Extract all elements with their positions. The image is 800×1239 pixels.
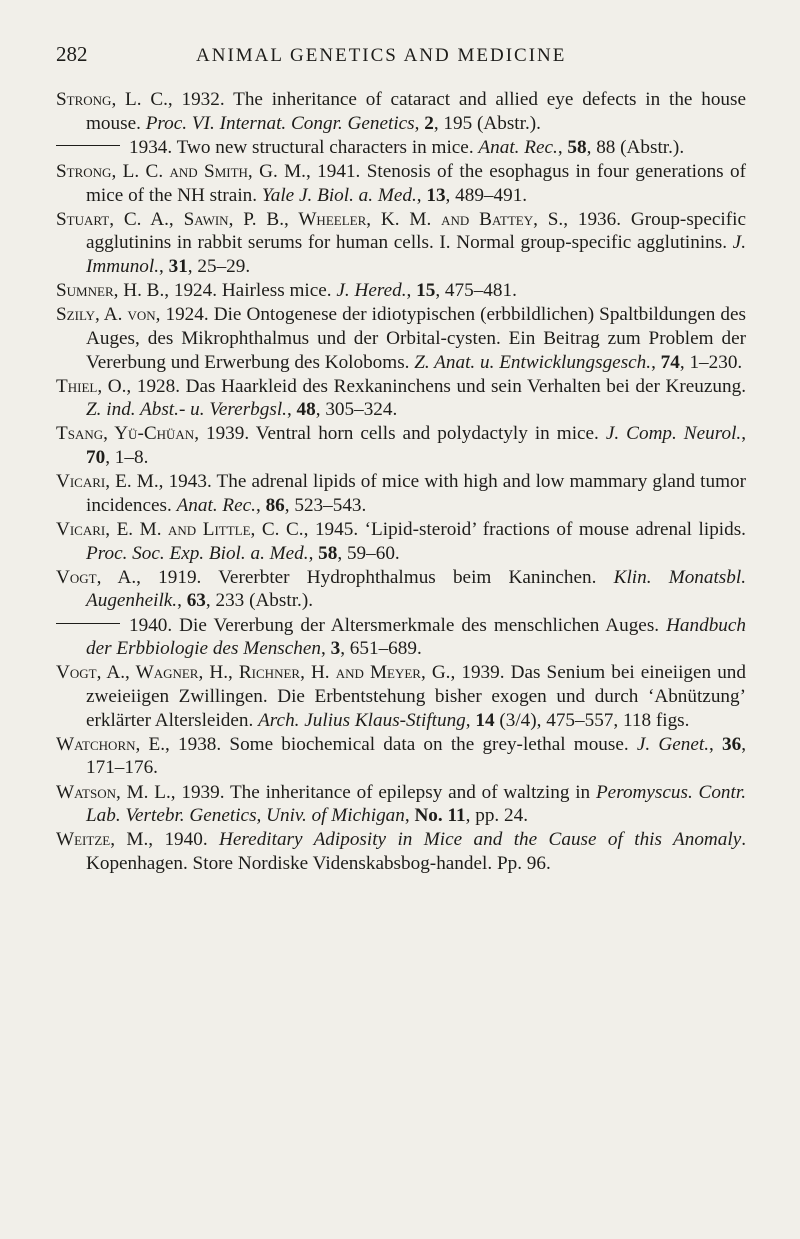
book-page [56, 42, 746, 876]
entry-journal: Anat. Rec. [478, 136, 558, 158]
entry-text: , 1943. The adrenal lipids of mice with high and low mammary gland tumor incidences. [86, 471, 746, 516]
entry-text: , 1928. Das Haarkleid des Rexkaninchens und sein Verhalten bei der Kreuzung. [126, 375, 746, 397]
entry-author: Vicari, E. M. and Little, C. C. [56, 519, 304, 541]
same-author-dash [56, 623, 120, 624]
entry-author: Strong, L. C. [56, 89, 168, 110]
bibliography-entry [56, 160, 746, 207]
entry-journal: J. Hered. [336, 280, 407, 302]
entry-pages: , 25–29. [187, 255, 251, 277]
entry-volume: 58 [567, 136, 587, 158]
entry-journal: Yale J. Biol. a. Med. [261, 184, 417, 206]
entry-journal: Proc. Soc. Exp. Biol. a. Med. [86, 542, 309, 564]
entry-pages: , 475–481. [435, 280, 517, 302]
entry-pages: , 59–60. [337, 542, 400, 564]
entry-text: , 1924. Hairless mice. [164, 280, 337, 302]
entry-volume: 36 [722, 733, 742, 755]
bibliography-entry [56, 422, 746, 469]
bibliography-entry [56, 566, 746, 613]
bibliography-entry [56, 470, 746, 517]
bibliography-entry [56, 279, 746, 303]
bibliography-entry [56, 781, 746, 828]
entry-author: Watchorn, E. [56, 733, 166, 755]
entry-pages: , 233 (Abstr.). [205, 590, 314, 612]
entry-pages: Kopenhagen. Store Nordiske Videnskabsbog-handel. Pp. 96. [86, 852, 551, 874]
entry-separator: , [557, 136, 568, 158]
page-header [56, 42, 746, 76]
entry-pages: , 651–689. [340, 638, 422, 660]
entry-pages: , 523–543. [284, 494, 367, 516]
entry-journal: Proc. VI. Internat. Congr. Genetics [145, 112, 415, 134]
entry-journal: J. Immunol. [86, 232, 746, 277]
entry-author: Thiel, O. [56, 375, 127, 397]
entry-text: , 1924. Die Ontogenese der idiotypischen (erbbildlichen) Spaltbildungen des Auges, des Mikrophthalmus und der Orbital-cysten. Ein Beitrag zum Problem der Vererbung und Erwerbung des Koloboms. [86, 304, 746, 373]
entry-journal: Klin. Monatsbl. Augenheilk. [86, 566, 746, 612]
entry-text: 1934. Two new structural characters in mice. [129, 136, 479, 158]
entry-separator: , [465, 709, 476, 731]
entry-text: , 1941. Stenosis of the esophagus in four generations of mice of the NH strain. [86, 160, 746, 206]
entry-separator: , [741, 423, 746, 445]
bibliography-entry [56, 614, 746, 661]
entry-separator: , [406, 280, 417, 302]
entry-text: , 1939. Ventral horn cells and polydactyly in mice. [194, 423, 606, 445]
entry-text: , 1940. [148, 829, 220, 851]
entry-text: 1940. Die Vererbung der Altersmerkmale des menschlichen Auges. [129, 614, 667, 636]
entry-text: , 1938. Some biochemical data on the grey-lethal mouse. [165, 733, 637, 755]
entry-journal: Z. ind. Abst.- u. Vererbgsl. [86, 399, 287, 421]
entry-journal: Anat. Rec. [176, 494, 256, 516]
entry-volume: 74 [660, 351, 680, 373]
entry-text: , 1945. ‘Lipid-steroid’ fractions of mouse adrenal lipids. [303, 519, 746, 541]
entry-author: Weitze, M. [56, 829, 149, 851]
entry-volume: 48 [296, 399, 316, 421]
entry-pages: , 489–491. [445, 184, 528, 206]
entry-journal: Arch. Julius Klaus-Stiftung [258, 709, 466, 731]
entry-author: Vogt, A., Wagner, H., Richner, H. and Meyer, G. [56, 662, 451, 684]
entry-journal: Z. Anat. u. Entwicklungsgesch. [414, 351, 652, 373]
entry-volume: 58 [318, 542, 338, 564]
entry-journal: J. Genet. [636, 733, 710, 755]
entry-pages: , 195 (Abstr.). [433, 112, 541, 134]
bibliography-entry [56, 828, 746, 875]
bibliography-entry [56, 661, 746, 732]
entry-journal: Peromyscus. Contr. Lab. Vertebr. Genetics, Univ. of Michigan [86, 781, 746, 827]
bibliography-entry [56, 136, 746, 160]
bibliography-entry [56, 518, 746, 565]
entry-text: , 1939. Das Senium bei eineiigen und zweieiigen Zwillingen. Die Erbentstehung bisher exogen und durch ‘Abnützung’ erklärter Altersleiden. [86, 662, 746, 731]
entry-volume: 70 [86, 447, 106, 469]
same-author-dash [56, 145, 120, 146]
entry-volume: 31 [168, 255, 188, 277]
entry-text: , 1936. Group-specific agglutinins in rabbit serums for human cells. I. Normal group-specific agglutinins. [86, 208, 746, 254]
entry-author: Vogt, A. [56, 566, 137, 588]
entry-separator: , [255, 494, 266, 516]
entry-text: , 1939. The inheritance of epilepsy and of waltzing in [170, 781, 596, 803]
entry-separator: , [159, 255, 169, 277]
page-number: 282 [56, 42, 88, 66]
entry-author: Tsang, Yü-Chüan [56, 423, 195, 445]
entry-volume: 3 [330, 638, 341, 660]
entry-separator: , [709, 733, 723, 755]
bibliography-list [56, 88, 746, 876]
entry-separator: , [177, 590, 187, 612]
entry-journal: Hereditary Adiposity in Mice and the Cause of this Anomaly [219, 829, 742, 851]
entry-volume: 15 [416, 280, 436, 302]
entry-separator: , [651, 351, 661, 373]
entry-pages: , 171–176. [86, 733, 746, 779]
entry-separator: , [321, 638, 331, 660]
entry-journal: Handbuch der Erbbiologie des Menschen [86, 614, 746, 660]
bibliography-entry [56, 303, 746, 374]
entry-volume: 14 [475, 709, 495, 731]
entry-separator: , [308, 542, 319, 564]
entry-separator: , [416, 184, 427, 206]
entry-author: Strong, L. C. and Smith, G. M. [56, 160, 306, 182]
entry-author: Szily, A. von [56, 304, 156, 326]
entry-volume: 13 [426, 184, 446, 206]
bibliography-entry [56, 208, 746, 279]
entry-pages: , pp. 24. [465, 805, 528, 827]
entry-volume: 63 [186, 590, 206, 612]
entry-author: Sumner, H. B. [56, 280, 165, 302]
entry-pages: , 1–8. [105, 447, 149, 469]
entry-volume: 2 [424, 112, 434, 134]
entry-separator: . [741, 829, 747, 851]
entry-volume: 86 [265, 494, 285, 516]
entry-separator: , [414, 112, 425, 134]
entry-pages: , 1–230. [679, 351, 743, 373]
entry-author: Watson, M. L. [56, 781, 171, 803]
entry-pages: , 305–324. [315, 399, 398, 421]
entry-volume: No. 11 [414, 805, 466, 827]
entry-author: Vicari, E. M. [56, 471, 159, 493]
entry-separator: , [404, 805, 415, 827]
bibliography-entry [56, 375, 746, 422]
entry-pages: (3/4), 475–557, 118 figs. [494, 709, 690, 731]
entry-text: , 1919. Vererbter Hydrophthalmus beim Kaninchen. [136, 566, 614, 588]
bibliography-entry [56, 88, 746, 135]
entry-journal: J. Comp. Neurol. [605, 423, 742, 445]
entry-text: , 1932. The inheritance of cataract and allied eye defects in the house mouse. [86, 89, 746, 134]
running-title: ANIMAL GENETICS AND MEDICINE [196, 45, 567, 66]
entry-separator: , [286, 399, 297, 421]
entry-author: Stuart, C. A., Sawin, P. B., Wheeler, K. M. and Battey, S. [56, 208, 564, 230]
entry-pages: , 88 (Abstr.). [586, 136, 685, 158]
bibliography-entry [56, 733, 746, 780]
